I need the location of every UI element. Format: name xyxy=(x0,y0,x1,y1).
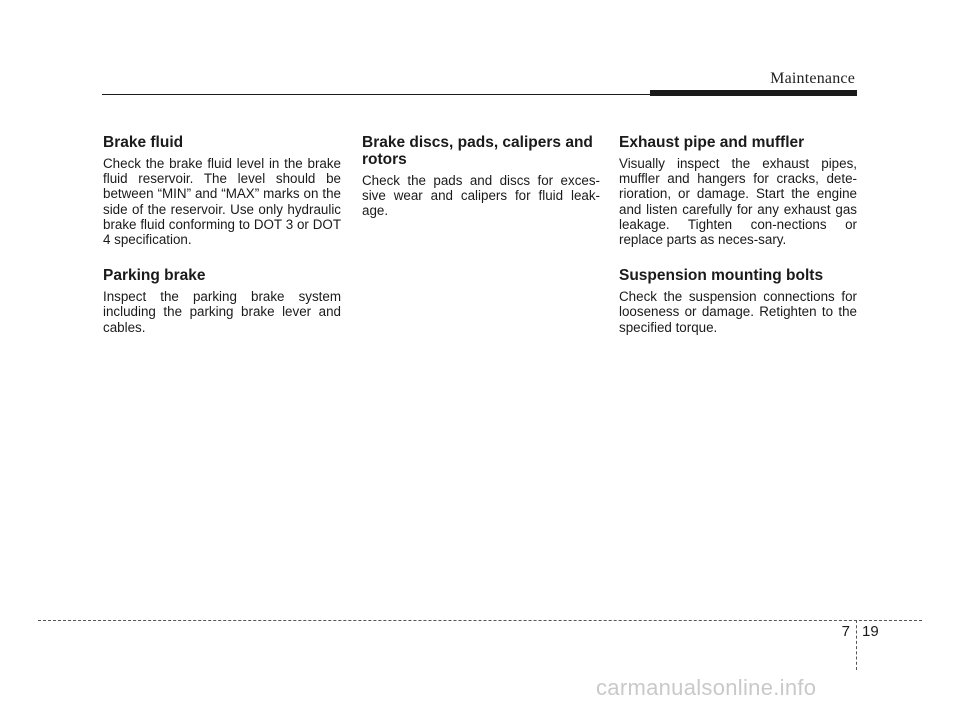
header-rule-thin xyxy=(102,94,652,95)
brake-fluid-heading: Brake fluid xyxy=(103,134,184,151)
footer-dashed-divider xyxy=(856,620,857,670)
brake-discs-body: Check the pads and discs for exces-sive wear and calipers for fluid leak-age. xyxy=(362,173,600,219)
parking-brake-body: Inspect the parking brake system including the parking brake lever and cables. xyxy=(103,289,341,335)
column-left xyxy=(103,130,341,355)
exhaust-heading: Exhaust pipe and muffler xyxy=(619,134,805,151)
suspension-heading: Suspension mounting bolts xyxy=(619,267,824,285)
suspension-body: Check the suspension connections for looseness or damage. Retighten to the specified torque. xyxy=(619,289,857,335)
brake-fluid-body: Check the brake fluid level in the brake fluid reservoir. The level should be between “MIN” and “MAX” marks on the side of the reservoir. Use only hydraulic brake fluid conforming to DOT 3 or DOT 4 specification. xyxy=(103,156,341,248)
column-middle xyxy=(362,130,600,239)
exhaust-body: Visually inspect the exhaust pipes, muffler and hangers for cracks, dete-rioration, or damage. Start the engine and listen carefully for any exhaust gas leakage. Tighten con-nections or replace parts as neces-sary. xyxy=(619,156,857,248)
page-header-title: Maintenance xyxy=(770,70,855,87)
page-number: 19 xyxy=(862,623,879,640)
header-rule-thick xyxy=(650,90,857,96)
brake-discs-heading: Brake discs, pads, calipers and rotors xyxy=(362,134,593,168)
parking-brake-heading: Parking brake xyxy=(103,267,206,285)
footer-dashed-rule xyxy=(38,620,922,621)
watermark: carmanualsonline.info xyxy=(596,675,817,700)
chapter-number: 7 xyxy=(841,623,850,640)
column-right xyxy=(619,130,857,355)
